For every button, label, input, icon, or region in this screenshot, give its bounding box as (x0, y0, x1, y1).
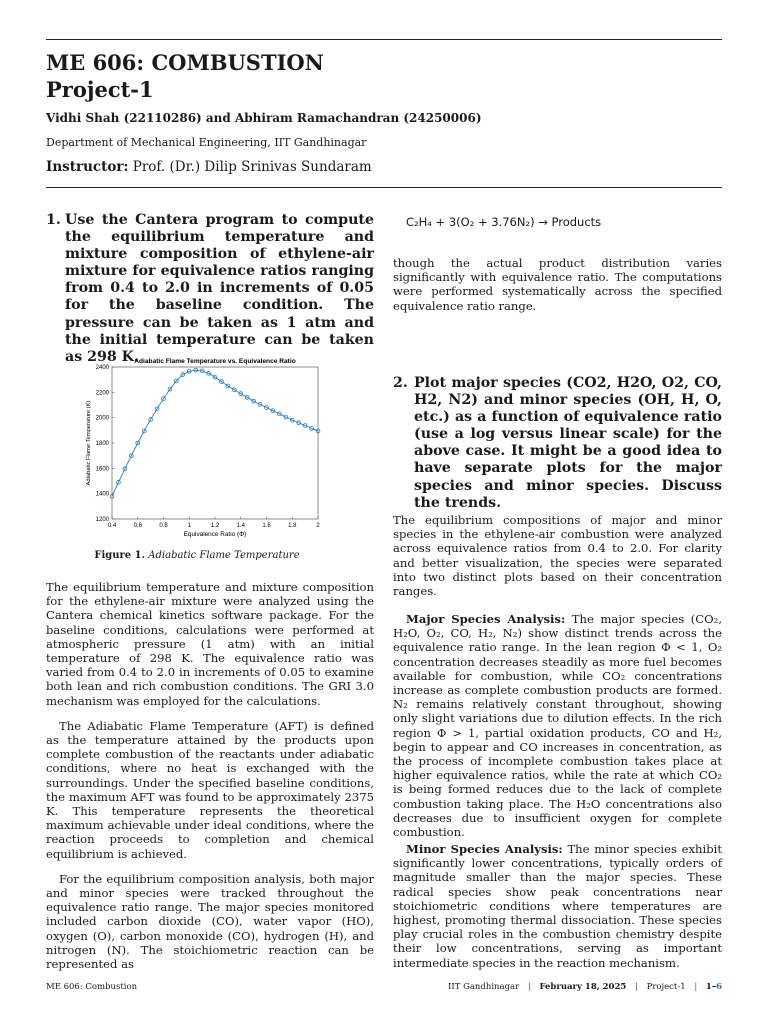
x-tick-label: 0.6 (133, 523, 142, 529)
major-species-paragraph (393, 612, 722, 839)
chart-title: Adiabatic Flame Temperature vs. Equivalence Ratio (134, 358, 296, 365)
y-tick-label: 1200 (95, 517, 109, 523)
x-tick-label: 1 (187, 523, 191, 529)
footer-date: February 18, 2025 (539, 982, 627, 992)
x-tick-label: 1.4 (236, 523, 245, 529)
x-tick-label: 1.2 (210, 523, 220, 529)
y-tick-label: 1400 (95, 491, 109, 498)
paper-subtitle: Project-1 (46, 77, 154, 102)
header-bottom-rule (46, 187, 722, 188)
x-axis-label: Equivalence Ratio (Φ) (183, 531, 247, 538)
y-tick-label: 2000 (95, 415, 109, 422)
paragraph-composition: For the equilibrium composition analysis, both major and minor species were tracked throughout the equivalence ratio range. The major species monitored included carbon dioxide (CO), water vapor (HO), oxygen (O), carbon monoxide (CO), hydrogen (H), and nitrogen (N). The stoichiometric reaction can be represented as (46, 871, 374, 972)
instructor-label: Instructor: (46, 159, 129, 175)
question-1-number: 1. (46, 212, 61, 228)
figure-label: Figure 1. (94, 550, 146, 561)
minor-species-heading: Minor Species Analysis: (406, 842, 563, 856)
left-column-text (46, 580, 374, 971)
x-tick-label: 2 (316, 523, 320, 529)
department: Department of Mechanical Engineering, IIT Gandhinagar (46, 136, 367, 149)
figure-caption-text: Adiabatic Flame Temperature (148, 550, 300, 561)
y-tick-label: 2200 (95, 390, 109, 397)
instructor-line (46, 159, 372, 175)
top-rule (46, 39, 722, 40)
footer-institute: IIT Gandhinagar (447, 982, 520, 992)
paragraph-species-intro: The equilibrium compositions of major and minor species in the ethylene-air combustion were analyzed across equivalence ratios from 0.4 to 2.0. For clarity and better visualization, the species were separated into two distinct plots based on their concentration ranges. (393, 513, 722, 599)
y-tick-label: 1600 (95, 466, 109, 473)
paragraph-methods: The equilibrium temperature and mixture composition for the ethylene-air mixture were analyzed using the Cantera chemical kinetics software package. For the baseline conditions, calculations were performed at atmospheric pressure (1 atm) with an initial temperature of 298 K. The equivalence ratio was varied from 0.4 to 2.0 in increments of 0.05 to examine both lean and rich combustion conditions. The GRI 3.0 mechanism was employed for the calculations. (46, 580, 374, 708)
footer-page: 1– (705, 982, 717, 992)
x-tick-label: 1.8 (288, 523, 297, 529)
minor-species-body: The minor species exhibit significantly lower concentrations, typically orders of magnitude smaller than the major species. These radical species show peak concentrations near stoichiometric conditions where temperatures are highest, promoting thermal dissociation. These species play crucial roles in the combustion chemistry despite their low concentrations, serving as important intermediate species in the reaction mechanism. (393, 842, 723, 970)
footer-separator: | (694, 982, 698, 992)
y-tick-label: 1800 (95, 441, 109, 447)
aft-chart-svg (84, 354, 330, 542)
reaction-equation: C₂H₄ + 3(O₂ + 3.76N₂) → Products (406, 215, 602, 229)
x-tick-label: 0.4 (107, 523, 117, 529)
major-species-heading: Major Species Analysis: (406, 612, 566, 626)
footer-separator: | (635, 982, 638, 992)
paragraph-aft: The Adiabatic Flame Temperature (AFT) is defined as the temperature attained by the products upon complete combustion of the reactants under adiabatic conditions, where no heat is exchanged with the surroundings. Under the specified baseline conditions, the maximum AFT was found to be approximately 2375 K. This temperature represents the theoretical maximum achievable under ideal conditions, where the reaction proceeds to completion and chemical equilibrium is achieved. (46, 718, 374, 861)
minor-species-section (393, 842, 722, 970)
footer-project: Project-1 (646, 982, 686, 992)
instructor-name: Prof. (Dr.) Dilip Srinivas Sundaram (132, 159, 372, 175)
footer-left: ME 606: Combustion (46, 982, 138, 992)
plot-area (112, 367, 318, 519)
footer-page-total-link[interactable]: 6 (716, 982, 722, 992)
aft-chart (84, 354, 330, 542)
authors: Vidhi Shah (22110286) and Abhiram Ramachandran (24250006) (46, 111, 482, 125)
paragraph-continued: though the actual product distribution varies significantly with equivalence ratio. The computations were performed systematically across the specified equivalence ratio range. (393, 256, 722, 313)
paper-title: ME 606: COMBUSTION (46, 50, 324, 75)
question-1-text: Use the Cantera program to compute the equilibrium temperature and mixture composition of ethylene-air mixture for equivalence ratios ranging from 0.4 to 2.0 in increments of 0.05 for the baseline condition. The pressure can be taken as 1 atm and the initial temperature can be taken as 298 K. (65, 212, 374, 365)
y-tick-label: 2400 (95, 365, 109, 371)
minor-species-paragraph (393, 842, 722, 970)
y-axis-label: Adiabatic Flame Temperature (K) (86, 400, 92, 486)
question-2-text: Plot major species (CO2, H2O, O2, CO, H2, N2) and minor species (OH, H, O, etc.) as a function of equivalence ratio (use a log versus linear scale) for the above case. It might be a good idea to have separate plots for the major species and minor species. Discuss the trends. (414, 375, 722, 511)
x-tick-label: 0.8 (159, 523, 168, 529)
footer-separator: | (527, 982, 531, 992)
question-2 (393, 375, 722, 512)
figure-caption (46, 550, 348, 561)
x-tick-label: 1.6 (262, 523, 271, 529)
footer-right (448, 982, 722, 992)
major-species-body: The major species (CO₂, H₂O, O₂, CO, H₂, N₂) show distinct trends across the equivalence ratio range. In the lean region Φ < 1, O₂ concentration decreases steadily as more fuel becomes available for combustion, while CO₂ concentrations increase as complete combustion products are formed. N₂ remains relatively constant throughout, showing only slight variations due to dilution effects. In the rich region Φ > 1, partial oxidation products, CO and H₂, begin to appear and CO increases in concentration, as the process of incomplete combustion takes place at higher equivalence ratios, while the rate at which CO₂ is being formed reduces due to the lack of complete combustion taking place. The H₂O concentrations also decreases due to insufficient oxygen for complete combustion. (393, 612, 723, 840)
question-1 (46, 212, 374, 366)
question-2-number: 2. (393, 375, 408, 391)
major-species-section (393, 612, 722, 839)
